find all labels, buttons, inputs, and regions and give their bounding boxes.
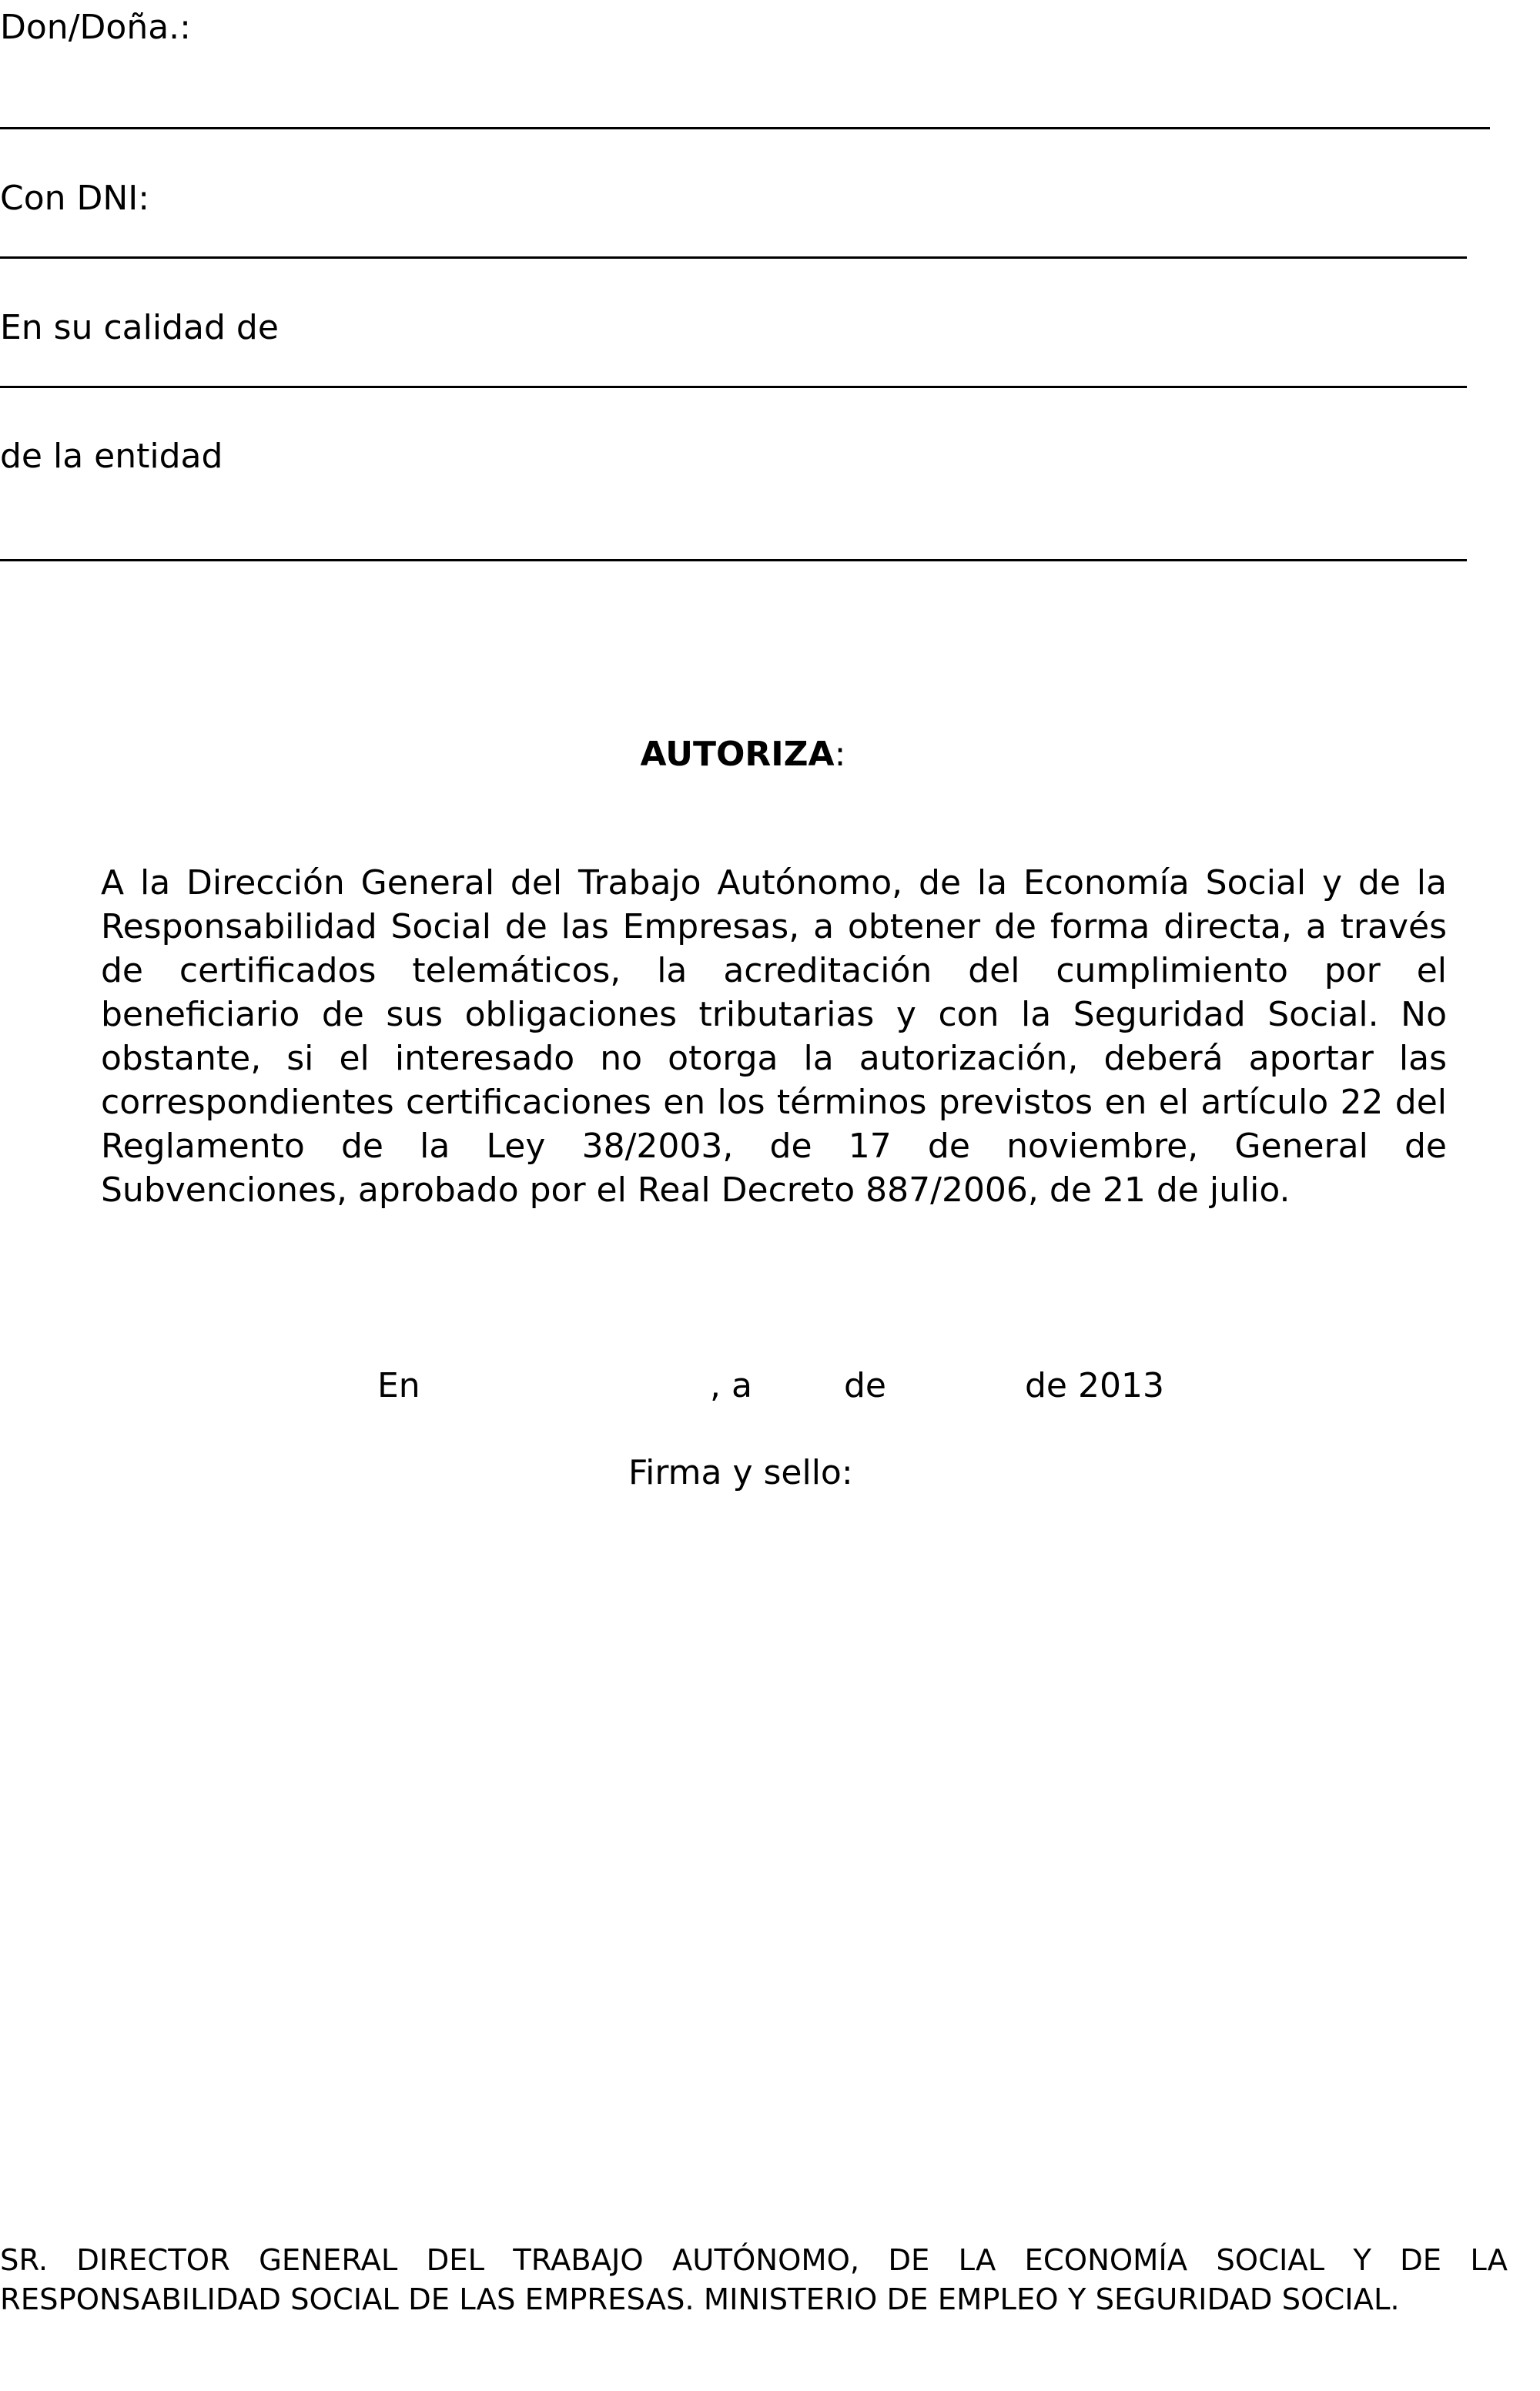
entidad-line[interactable] — [0, 559, 1467, 561]
autoriza-heading-strong: AUTORIZA — [640, 735, 835, 774]
date-en: En — [377, 1366, 420, 1405]
autoriza-heading — [0, 735, 1486, 774]
don-dona-label: Don/Doña.: — [0, 8, 191, 47]
authorization-paragraph: A la Dirección General del Trabajo Autónomo, de la Economía Social y de la Responsabilidad Social de las Empresas, a obtener de forma directa, a través de certificados telemáticos, la acreditación del cumplimiento por el beneficiario de sus obligaciones tributarias y con la Seguridad Social. No obstante, si el interesado no otorga la autorización, deberá aportar las correspondientes certificaciones en los términos previstos en el artículo 22 del Reglamento de la Ley 38/2003, de 17 de noviembre, General de Subvenciones, aprobado por el Real Decreto 887/2006, de 21 de julio. — [101, 863, 1447, 1210]
entidad-label: de la entidad — [0, 437, 223, 476]
calidad-line[interactable] — [0, 386, 1467, 388]
date-year: de 2013 — [1025, 1366, 1164, 1405]
autoriza-heading-suffix: : — [834, 735, 846, 774]
signature-label: Firma y sello: — [628, 1453, 853, 1492]
dni-label: Con DNI: — [0, 179, 150, 218]
calidad-label: En su calidad de — [0, 308, 279, 347]
dni-line[interactable] — [0, 256, 1467, 259]
addressee-footer: SR. DIRECTOR GENERAL DEL TRABAJO AUTÓNOMO, DE LA ECONOMÍA SOCIAL Y DE LA RESPONSABILIDAD SOCIAL DE LAS EMPRESAS. MINISTERIO DE EMPLEO Y SEGURIDAD SOCIAL. — [0, 2243, 1508, 2317]
don-dona-line[interactable] — [0, 127, 1490, 129]
date-de: de — [844, 1366, 886, 1405]
date-a: , a — [710, 1366, 752, 1405]
